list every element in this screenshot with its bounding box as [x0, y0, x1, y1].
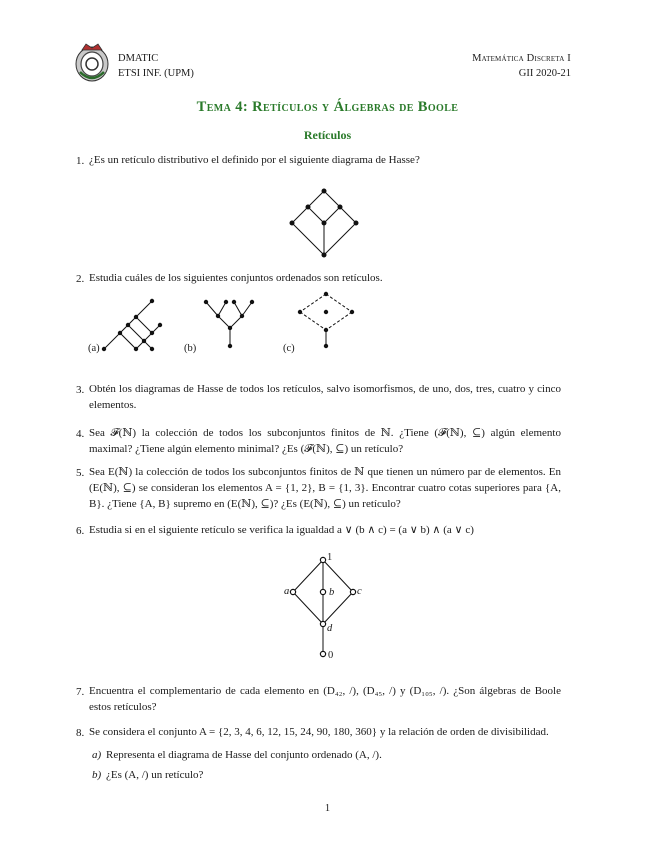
node-label-c: c — [357, 586, 362, 597]
problem-text: Obtén los diagramas de Hasse de todos los retículos, salvo isomorfismos, de uno, dos, tres, cuatro y cinco elementos. — [89, 383, 561, 411]
problem-number: 8. — [76, 727, 85, 739]
header-left-line2: ETSI INF. (UPM) — [118, 68, 194, 79]
hasse-diagram-2c — [296, 290, 356, 352]
problem-number: 2. — [76, 273, 85, 285]
section-title: Retículos — [303, 128, 352, 142]
problem-number: 3. — [76, 384, 85, 396]
problem-number: 1. — [76, 155, 85, 167]
hasse-diagram-2b — [198, 296, 258, 351]
problem-text: Estudia cuáles de los siguientes conjuntos ordenados son retículos. — [89, 272, 383, 284]
diagram-label-c: (c) — [283, 343, 295, 354]
problem-text: Sea 𝓕(ℕ) la colección de todos los subconjuntos finitos de ℕ. ¿Tiene (𝓕(ℕ), ⊆) algún elemento maximal? ¿Tiene algún elemento minimal? ¿Es (𝓕(ℕ), ⊆) un retículo? — [89, 427, 561, 455]
header-right-line1: Matemática Discreta I — [472, 53, 571, 64]
header-right-line2: GII 2020-21 — [518, 68, 571, 79]
hasse-diagram-1 — [284, 185, 364, 265]
problem-text: Sea E(ℕ) la colección de todos los subconjuntos finitos de ℕ que tienen un número par de elementos. En (E(ℕ), ⊆) se consideran los elementos A = {1, 2}, B = {1, 3}. Encontrar cuatro cotas superiores para {A, B}. ¿Tiene {A, B} supremo en (E(ℕ), ⊆)? ¿Es (E(ℕ), ⊆) un retículo? — [89, 466, 561, 510]
subitem-label: b) — [92, 769, 102, 781]
university-seal-logo — [74, 42, 110, 82]
problem-number: 6. — [76, 525, 85, 537]
hasse-diagram-6 — [285, 552, 365, 662]
subitem-text: ¿Es (A, /) un retículo? — [106, 769, 204, 781]
node-label-0: 0 — [328, 650, 334, 661]
node-label-b: b — [329, 587, 335, 598]
diagram-label-a: (a) — [88, 343, 100, 354]
problem-text: Encuentra el complementario de cada elemento en (D₄₂, /), (D₄₅, /) y (D₁₀₅, /). ¿Son álgebras de Boole estos retículos? — [89, 685, 561, 713]
page-number: 1 — [324, 803, 331, 814]
header-left-line1: DMATIC — [118, 53, 159, 64]
page-title: Tema 4: Retículos y Álgebras de Boole — [196, 99, 459, 115]
problem-number: 7. — [76, 686, 85, 698]
problem-number: 4. — [76, 428, 85, 440]
problem-number: 5. — [76, 467, 85, 479]
node-label-d: d — [327, 623, 333, 634]
hasse-diagram-2a — [100, 300, 165, 355]
subitem-text: Representa el diagrama de Hasse del conjunto ordenado (A, /). — [106, 749, 382, 761]
subitem-label: a) — [92, 749, 102, 761]
node-label-a: a — [284, 586, 290, 597]
node-label-1: 1 — [327, 552, 333, 563]
problem-text: ¿Es un retículo distributivo el definido por el siguiente diagrama de Hasse? — [89, 154, 420, 166]
problem-text: Estudia si en el siguiente retículo se verifica la igualdad a ∨ (b ∧ c) = (a ∨ b) ∧ (a ∨ c) — [89, 524, 474, 536]
problem-text: Se considera el conjunto A = {2, 3, 4, 6, 12, 15, 24, 90, 180, 360} y la relación de orden de divisibilidad. — [89, 726, 549, 738]
diagram-label-b: (b) — [184, 343, 197, 354]
